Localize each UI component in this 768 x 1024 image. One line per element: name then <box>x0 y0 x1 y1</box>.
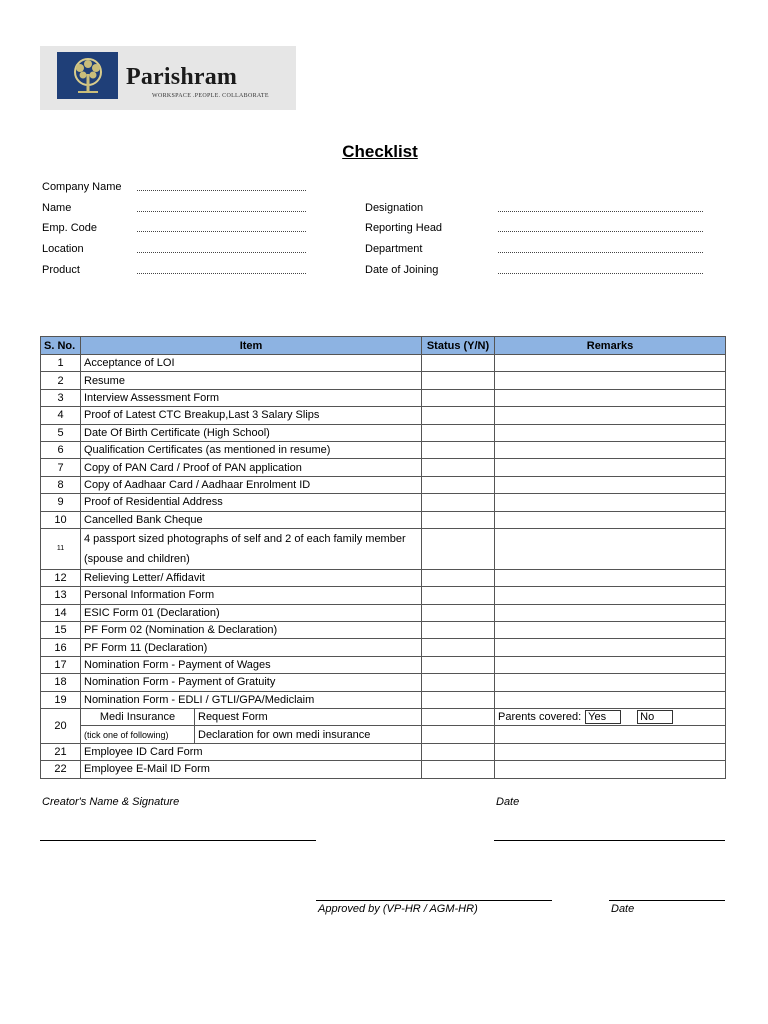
row-remarks-cell[interactable] <box>495 639 726 656</box>
row-item: Personal Information Form <box>81 587 422 604</box>
row-status-cell[interactable] <box>422 761 495 778</box>
row-status-cell[interactable] <box>422 674 495 691</box>
row-item: Employee E-Mail ID Form <box>81 761 422 778</box>
page-title: Checklist <box>342 142 418 161</box>
row-item: Proof of Latest CTC Breakup,Last 3 Salary Slips <box>81 407 422 424</box>
table-row <box>41 569 726 586</box>
table-row <box>41 639 726 656</box>
row-sno: 12 <box>41 569 81 586</box>
table-row <box>41 691 726 708</box>
table-row <box>41 622 726 639</box>
table-row <box>41 743 726 760</box>
table-row <box>41 587 726 604</box>
row-item: Date Of Birth Certificate (High School) <box>81 424 422 441</box>
row-remarks-cell[interactable] <box>495 511 726 528</box>
row-status-cell[interactable] <box>422 355 495 372</box>
parents-yes-box[interactable]: Yes <box>585 710 621 724</box>
row-status-cell[interactable] <box>422 372 495 389</box>
field-label-reporting-head: Reporting Head <box>365 222 443 234</box>
medi-insurance-sublabel: (tick one of following) <box>81 726 195 743</box>
row-remarks-cell[interactable] <box>495 494 726 511</box>
header-sno: S. No. <box>41 337 81 355</box>
row-sno: 1 <box>41 355 81 372</box>
row-status-cell[interactable] <box>422 656 495 673</box>
parents-covered-label: Parents covered: <box>498 711 582 724</box>
row-remarks-cell[interactable] <box>495 476 726 493</box>
row-status-cell[interactable] <box>422 622 495 639</box>
row-sno: 16 <box>41 639 81 656</box>
row-sno: 15 <box>41 622 81 639</box>
row-status-cell[interactable] <box>422 424 495 441</box>
table-row <box>41 494 726 511</box>
table-row <box>41 761 726 778</box>
table-row <box>41 355 726 372</box>
tree-emblem-icon <box>57 52 118 99</box>
row-remarks-cell[interactable] <box>495 569 726 586</box>
field-department[interactable] <box>498 252 703 253</box>
row-item: Resume <box>81 372 422 389</box>
field-label-designation: Designation <box>365 202 424 214</box>
field-label-emp-code: Emp. Code <box>42 222 98 234</box>
row-item: Cancelled Bank Cheque <box>81 511 422 528</box>
row-item: 4 passport sized photographs of self and 2 of each family member (spouse and children) <box>81 528 422 569</box>
row-status-cell[interactable] <box>422 494 495 511</box>
row-status-cell[interactable] <box>422 389 495 406</box>
row-sno: 2 <box>41 372 81 389</box>
table-row-medi-2 <box>41 726 726 743</box>
table-row <box>41 424 726 441</box>
row-status-cell[interactable] <box>422 743 495 760</box>
approver-date-line[interactable] <box>609 900 725 901</box>
row-status-cell[interactable] <box>422 726 495 743</box>
row-remarks-cell[interactable] <box>495 528 726 569</box>
field-label-name: Name <box>42 202 72 214</box>
row-sno: 9 <box>41 494 81 511</box>
row-status-cell[interactable] <box>422 709 495 726</box>
row-remarks-cell[interactable] <box>495 622 726 639</box>
logo-wordmark: Parishram <box>126 64 238 90</box>
field-label-department: Department <box>365 243 423 255</box>
row-sno: 20 <box>41 709 81 744</box>
table-row <box>41 604 726 621</box>
row-item: PF Form 02 (Nomination & Declaration) <box>81 622 422 639</box>
row-item: Nomination Form - EDLI / GTLI/GPA/Mediclaim <box>81 691 422 708</box>
row-remarks-cell[interactable] <box>495 389 726 406</box>
medi-insurance-label: Medi Insurance <box>81 709 195 726</box>
field-location[interactable] <box>137 252 306 253</box>
row-status-cell[interactable] <box>422 639 495 656</box>
table-row <box>41 511 726 528</box>
table-row <box>41 528 726 569</box>
row-sno: 22 <box>41 761 81 778</box>
row-sno: 7 <box>41 459 81 476</box>
row-status-cell[interactable] <box>422 587 495 604</box>
field-label-date-of-joining: Date of Joining <box>365 264 439 276</box>
row-remarks-cell[interactable] <box>495 407 726 424</box>
field-date-of-joining[interactable] <box>498 273 703 274</box>
row-sno: 17 <box>41 656 81 673</box>
row-sno: 14 <box>41 604 81 621</box>
field-company-name[interactable] <box>137 190 306 191</box>
field-product[interactable] <box>137 273 306 274</box>
logo-tagline: WORKSPACE .PEOPLE. COLLABORATE <box>152 93 269 99</box>
row-remarks-cell <box>495 709 726 726</box>
row-status-cell[interactable] <box>422 476 495 493</box>
row-status-cell[interactable] <box>422 569 495 586</box>
field-designation[interactable] <box>498 211 703 212</box>
row-remarks-cell[interactable] <box>495 441 726 458</box>
approver-signature-line[interactable] <box>316 900 552 901</box>
checklist-table <box>40 336 726 779</box>
row-sno: 13 <box>41 587 81 604</box>
row-item: Interview Assessment Form <box>81 389 422 406</box>
table-body <box>41 355 726 709</box>
header-remarks: Remarks <box>495 337 726 355</box>
row-remarks-cell[interactable] <box>495 674 726 691</box>
row-remarks-cell[interactable] <box>495 372 726 389</box>
table-row <box>41 459 726 476</box>
row-status-cell[interactable] <box>422 441 495 458</box>
creator-date-line[interactable] <box>494 840 725 841</box>
field-name[interactable] <box>137 211 306 212</box>
row-sno: 8 <box>41 476 81 493</box>
creator-date-label: Date <box>496 796 520 808</box>
row-remarks-cell[interactable] <box>495 656 726 673</box>
table-row <box>41 407 726 424</box>
row-status-cell[interactable] <box>422 691 495 708</box>
field-label-company-name: Company Name <box>42 181 122 193</box>
row-item: Copy of PAN Card / Proof of PAN application <box>81 459 422 476</box>
field-reporting-head[interactable] <box>498 231 703 232</box>
medi-option-request-form[interactable]: Request Form <box>195 709 422 726</box>
table-row <box>41 372 726 389</box>
row-sno: 21 <box>41 743 81 760</box>
row-remarks-cell[interactable] <box>495 459 726 476</box>
row-item: Copy of Aadhaar Card / Aadhaar Enrolment ID <box>81 476 422 493</box>
row-sno: 5 <box>41 424 81 441</box>
row-item: Acceptance of LOI <box>81 355 422 372</box>
row-sno: 6 <box>41 441 81 458</box>
row-item: Employee ID Card Form <box>81 743 422 760</box>
table-header-row <box>41 337 726 355</box>
row-sno: 10 <box>41 511 81 528</box>
row-sno: 18 <box>41 674 81 691</box>
table-row <box>41 476 726 493</box>
approver-date-label: Date <box>611 903 635 915</box>
table-body-medi <box>41 709 726 744</box>
table-row-medi-1 <box>41 709 726 726</box>
table-row <box>41 674 726 691</box>
header-item: Item <box>81 337 422 355</box>
row-sno: 4 <box>41 407 81 424</box>
row-remarks-cell[interactable] <box>495 355 726 372</box>
field-label-location: Location <box>42 243 84 255</box>
row-remarks-cell[interactable] <box>495 424 726 441</box>
row-status-cell[interactable] <box>422 528 495 569</box>
row-sno: 3 <box>41 389 81 406</box>
row-item: Qualification Certificates (as mentioned in resume) <box>81 441 422 458</box>
table-row <box>41 656 726 673</box>
row-status-cell[interactable] <box>422 604 495 621</box>
creator-signature-line[interactable] <box>40 840 316 841</box>
row-item: Nomination Form - Payment of Wages <box>81 656 422 673</box>
field-label-product: Product <box>42 264 80 276</box>
table-body-end <box>41 743 726 778</box>
row-remarks-cell[interactable] <box>495 587 726 604</box>
row-item: ESIC Form 01 (Declaration) <box>81 604 422 621</box>
row-item: Nomination Form - Payment of Gratuity <box>81 674 422 691</box>
field-emp-code[interactable] <box>137 231 306 232</box>
row-status-cell[interactable] <box>422 459 495 476</box>
row-remarks-cell[interactable] <box>495 691 726 708</box>
approver-label: Approved by (VP-HR / AGM-HR) <box>318 903 478 915</box>
row-status-cell[interactable] <box>422 511 495 528</box>
table-row <box>41 441 726 458</box>
header-status: Status (Y/N) <box>422 337 495 355</box>
row-item: Proof of Residential Address <box>81 494 422 511</box>
table-row <box>41 389 726 406</box>
row-status-cell[interactable] <box>422 407 495 424</box>
parents-no-box[interactable]: No <box>637 710 673 724</box>
row-sno: 11 <box>41 528 81 569</box>
row-remarks-cell[interactable] <box>495 726 726 743</box>
row-item: PF Form 11 (Declaration) <box>81 639 422 656</box>
row-remarks-cell[interactable] <box>495 761 726 778</box>
company-logo <box>40 46 296 110</box>
row-remarks-cell[interactable] <box>495 743 726 760</box>
creator-signature-label: Creator's Name & Signature <box>42 796 180 808</box>
row-sno: 19 <box>41 691 81 708</box>
row-remarks-cell[interactable] <box>495 604 726 621</box>
row-item: Relieving Letter/ Affidavit <box>81 569 422 586</box>
tree-icon <box>66 56 110 96</box>
medi-option-declaration[interactable]: Declaration for own medi insurance <box>195 726 422 743</box>
